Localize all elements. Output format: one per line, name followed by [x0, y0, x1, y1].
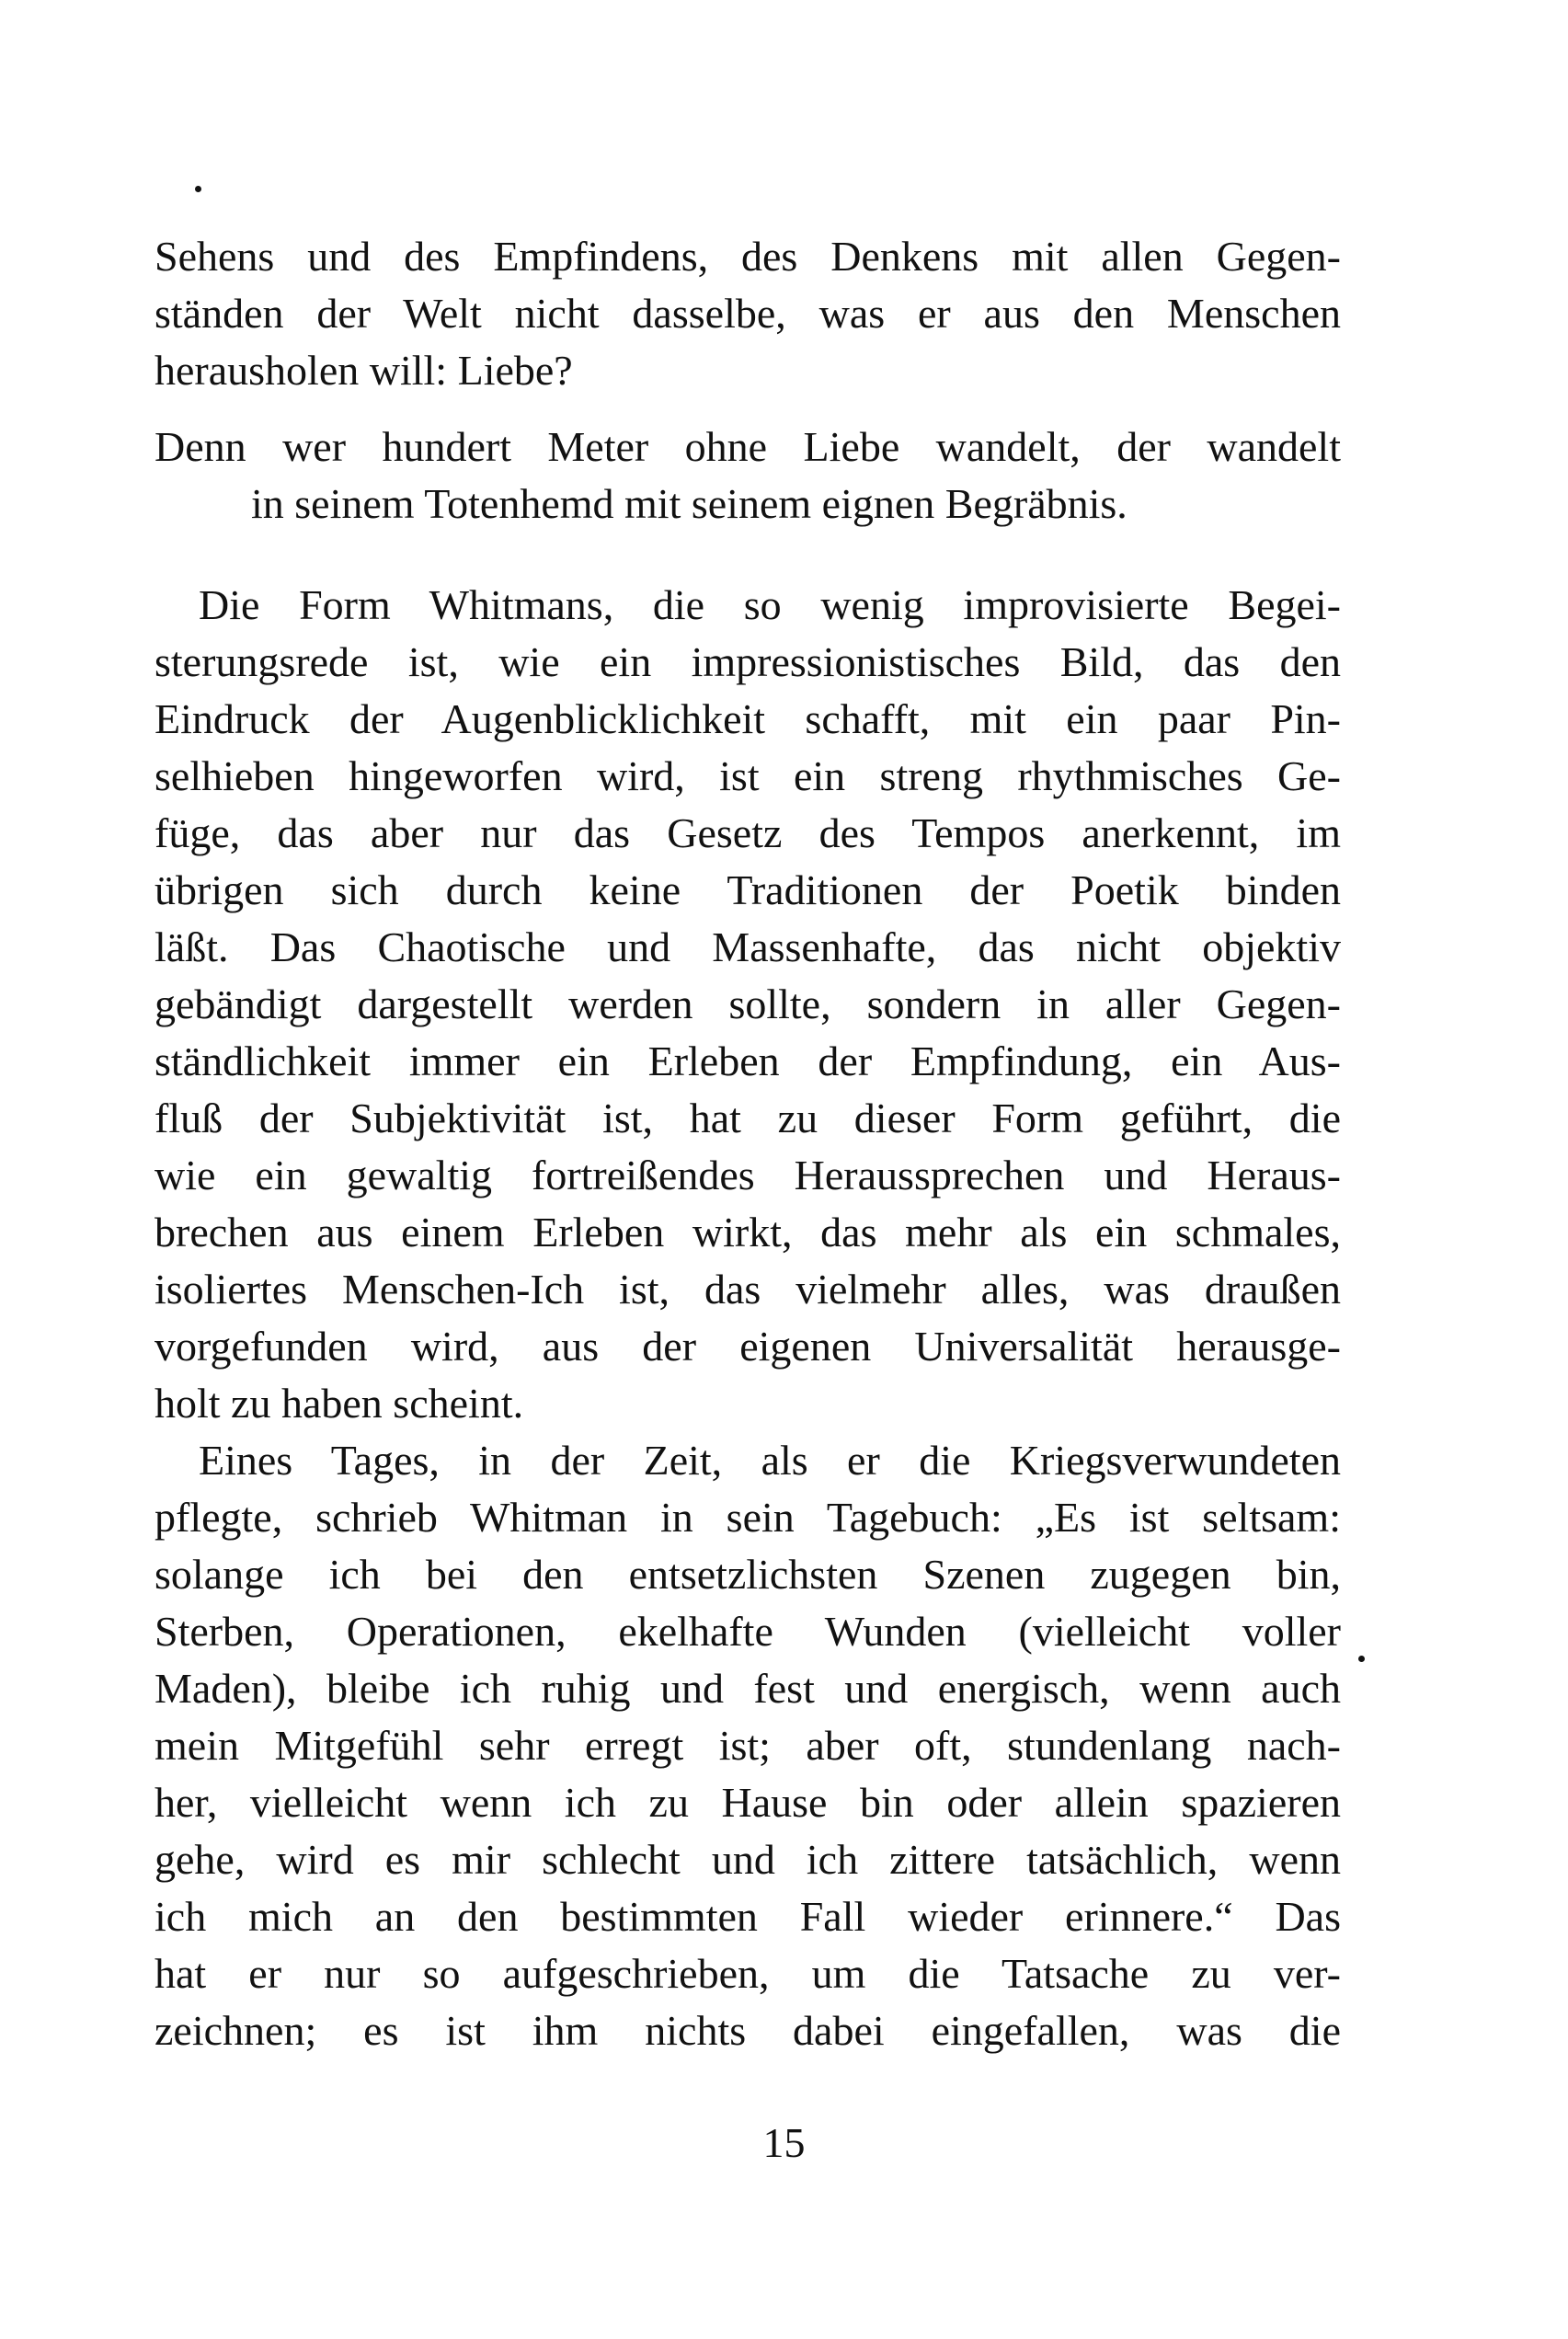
verse-line: in seinem Totenhemd mit seinem eignen Begräbnis.: [251, 480, 1127, 527]
text-line: Eines Tages, in der Zeit, als er die Kriegsverwundeten: [199, 1437, 1341, 1484]
text-line: mein Mitgefühl sehr erregt ist; aber oft, stundenlang nach-: [155, 1722, 1341, 1769]
text-line: isoliertes Menschen-Ich ist, das vielmehr alles, was draußen: [155, 1266, 1341, 1313]
text-line: solange ich bei den entsetzlichsten Szenen zugegen bin,: [155, 1551, 1341, 1598]
text-line: sterungsrede ist, wie ein impressionistisches Bild, das den: [155, 638, 1341, 685]
text-line: ständlichkeit immer ein Erleben der Empfindung, ein Aus-: [155, 1038, 1341, 1084]
text-line: Eindruck der Augenblicklichkeit schafft, mit ein paar Pin-: [155, 695, 1341, 742]
ink-speck-margin: [1358, 1656, 1365, 1662]
text-line: gehe, wird es mir schlecht und ich zittere tatsächlich, wenn: [155, 1836, 1341, 1883]
text-line: übrigen sich durch keine Traditionen der Poetik binden: [155, 866, 1341, 913]
text-line: zeichnen; es ist ihm nichts dabei eingefallen, was die: [155, 2007, 1341, 2054]
text-line: her, vielleicht wenn ich zu Hause bin oder allein spazieren: [155, 1779, 1341, 1826]
text-line: herausholen will: Liebe?: [155, 347, 573, 394]
text-line: ständen der Welt nicht dasselbe, was er aus den Menschen: [155, 290, 1341, 337]
text-line: brechen aus einem Erleben wirkt, das mehr als ein schmales,: [155, 1209, 1341, 1255]
text-line: Sehens und des Empfindens, des Denkens mit allen Gegen-: [155, 233, 1341, 280]
text-line: selhieben hingeworfen wird, ist ein streng rhythmisches Ge-: [155, 752, 1341, 799]
text-line: läßt. Das Chaotische und Massenhafte, das nicht objektiv: [155, 923, 1341, 970]
text-line: fluß der Subjektivität ist, hat zu dieser Form geführt, die: [155, 1095, 1341, 1141]
verse-line: Denn wer hundert Meter ohne Liebe wandelt, der wandelt: [155, 423, 1341, 470]
text-line: Die Form Whitmans, die so wenig improvisierte Begei-: [199, 581, 1341, 628]
text-line: ich mich an den bestimmten Fall wieder erinnere.“ Das: [155, 1893, 1341, 1940]
text-line: hat er nur so aufgeschrieben, um die Tatsache zu ver-: [155, 1950, 1341, 1997]
text-line: wie ein gewaltig fortreißendes Heraussprechen und Heraus-: [155, 1152, 1341, 1198]
text-line: gebändigt dargestellt werden sollte, sondern in aller Gegen-: [155, 980, 1341, 1027]
text-line: vorgefunden wird, aus der eigenen Universalität herausge-: [155, 1323, 1341, 1370]
text-line: Sterben, Operationen, ekelhafte Wunden (vielleicht voller: [155, 1608, 1341, 1655]
text-line: Maden), bleibe ich ruhig und fest und energisch, wenn auch: [155, 1665, 1341, 1712]
text-line: holt zu haben scheint.: [155, 1380, 524, 1427]
page-number: 15: [762, 2119, 806, 2166]
text-line: pflegte, schrieb Whitman in sein Tagebuch: „Es ist seltsam:: [155, 1494, 1341, 1541]
ink-speck-top: [195, 186, 201, 192]
text-line: füge, das aber nur das Gesetz des Tempos anerkennt, im: [155, 809, 1341, 856]
